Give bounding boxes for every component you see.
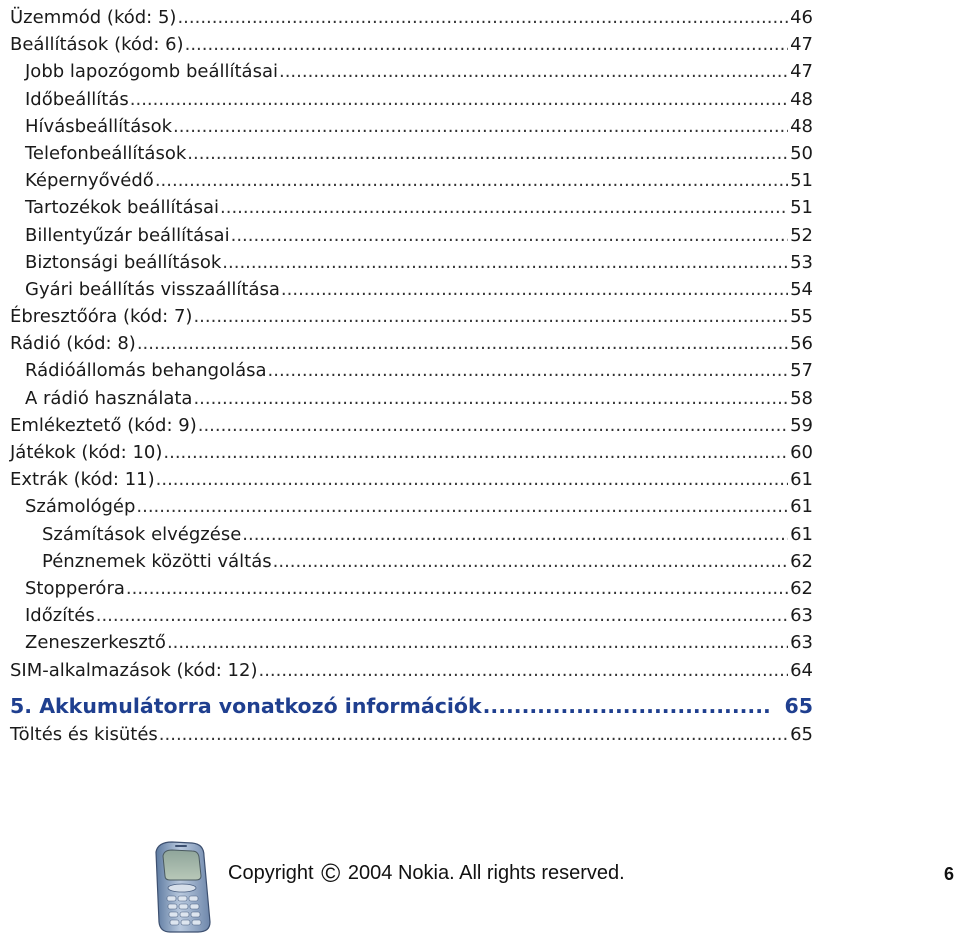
toc-entry-title: Ébresztőóra (kód: 7) [10,306,193,328]
toc-entry-page-number: 56 [790,333,813,355]
dot-leader [187,140,788,167]
dot-leader [177,4,788,31]
toc-entry-page-number: 61 [790,496,813,518]
copyright-suffix: 2004 Nokia. All rights reserved. [347,862,625,884]
toc-entry[interactable] [10,140,813,167]
toc-entry-page-number: 58 [790,387,813,409]
toc-entry-title: Képernyővédő [25,170,154,192]
chapter-title: 5. Akkumulátorra vonatkozó információk [10,693,482,718]
toc-entry-page-number: 57 [790,360,813,382]
dot-leader [483,691,771,721]
dot-leader [198,412,788,439]
toc-entry-title: Tartozékok beállításai [25,197,220,219]
toc-entry-title: Emlékeztető (kód: 9) [10,414,197,436]
toc-entry[interactable] [10,167,813,194]
toc-entry-page-number: 63 [790,632,813,654]
toc-entry[interactable] [10,357,813,384]
toc-entry-page-number: 62 [790,577,813,599]
toc-entry[interactable] [10,4,813,31]
dot-leader [173,113,788,140]
chapter-page-number: 65 [784,693,813,718]
toc-entry-title: Időbeállítás [25,88,129,110]
toc-entry-page-number: 48 [790,115,813,137]
copyright-prefix: Copyright [228,862,314,884]
copyright-symbol: © [321,858,341,888]
toc-entry-page-number: 65 [790,723,813,745]
toc-entry-page-number: 54 [790,278,813,300]
toc-entry[interactable] [10,249,813,276]
dot-leader [281,276,788,303]
page-number: 6 [943,864,954,884]
toc-entry[interactable] [10,629,813,656]
toc-entry-title: Beállítások (kód: 6) [10,34,184,56]
toc-entry-page-number: 64 [790,659,813,681]
table-of-contents [10,4,813,748]
toc-entry[interactable] [10,657,813,684]
dot-leader [136,493,788,520]
toc-entry-title: Töltés és kisütés [10,723,158,745]
toc-entry-title: Pénznemek közötti váltás [42,550,272,572]
toc-entry[interactable] [10,58,813,85]
toc-entry-page-number: 51 [790,170,813,192]
toc-entry[interactable] [10,303,813,330]
toc-entry-title: Rádió (kód: 8) [10,333,136,355]
toc-entry-title: Gyári beállítás visszaállítása [25,278,280,300]
dot-leader [185,31,789,58]
dot-leader [242,521,788,548]
toc-entry-title: Üzemmód (kód: 5) [10,7,177,28]
dot-leader [163,439,788,466]
toc-entry-title: Biztonsági beállítások [25,251,222,273]
toc-entry[interactable] [10,86,813,113]
toc-entry[interactable] [10,412,813,439]
toc-entry[interactable] [10,385,813,412]
toc-entry-page-number: 50 [790,142,813,164]
toc-entry-title: Zeneszerkesztő [25,632,166,654]
toc-entry[interactable] [10,222,813,249]
toc-entry-page-number: 55 [790,306,813,328]
page-footer [0,838,960,933]
toc-entry[interactable] [10,194,813,221]
toc-entry-title: Játékok (kód: 10) [10,442,163,463]
toc-entry[interactable] [10,330,813,357]
dot-leader [268,357,789,384]
toc-entry[interactable] [10,521,813,548]
toc-entry-title: Extrák (kód: 11) [10,469,155,491]
toc-entry-page-number: 47 [790,61,813,83]
chapter-heading[interactable] [10,691,813,721]
dot-leader [231,222,789,249]
toc-entry-page-number: 46 [790,7,813,28]
toc-entries-after-chapter [10,721,813,748]
toc-entry-page-number: 61 [790,523,813,545]
toc-entry[interactable] [10,575,813,602]
copyright-notice [228,858,625,888]
dot-leader [258,657,788,684]
toc-entry-title: Számítások elvégzése [42,523,242,545]
toc-entry[interactable] [10,721,813,748]
toc-entry[interactable] [10,466,813,493]
dot-leader [130,86,788,113]
toc-entry-title: Rádióállomás behangolása [25,360,267,382]
dot-leader [222,249,788,276]
toc-entry[interactable] [10,31,813,58]
toc-entry-title: Jobb lapozógomb beállításai [25,61,278,83]
toc-entry-title: Időzítés [25,605,95,627]
toc-entry[interactable] [10,602,813,629]
dot-leader [96,602,788,629]
dot-leader [159,721,788,748]
dot-leader [193,303,788,330]
dot-leader [220,194,788,221]
toc-entry-title: Stopperóra [25,577,125,599]
toc-entry-page-number: 62 [790,550,813,572]
toc-entry-title: A rádió használata [25,387,193,409]
toc-entry-page-number: 63 [790,605,813,627]
dot-leader [273,548,788,575]
toc-entry-page-number: 60 [790,442,813,463]
nokia-phone-image [148,840,216,934]
toc-entry[interactable] [10,439,813,466]
toc-entry-title: Billentyűzár beállításai [25,224,230,246]
dot-leader [279,58,788,85]
dot-leader [193,385,788,412]
toc-entry-page-number: 52 [790,224,813,246]
dot-leader [167,629,788,656]
toc-entry-page-number: 59 [790,414,813,436]
toc-entry-title: Hívásbeállítások [25,115,173,137]
toc-entry-title: Telefonbeállítások [25,142,187,164]
dot-leader [137,330,788,357]
toc-entry-page-number: 48 [790,88,813,110]
toc-entries [10,4,813,684]
toc-entry-title: Számológép [25,496,136,518]
toc-entry[interactable] [10,493,813,520]
toc-entry-page-number: 51 [790,197,813,219]
dot-leader [126,575,788,602]
dot-leader [156,466,788,493]
toc-entry-page-number: 53 [790,251,813,273]
toc-entry[interactable] [10,113,813,140]
toc-entry-title: SIM-alkalmazások (kód: 12) [10,659,258,681]
toc-entry[interactable] [10,548,813,575]
toc-entry-page-number: 47 [790,34,813,56]
toc-entry[interactable] [10,276,813,303]
toc-entry-page-number: 61 [790,469,813,491]
dot-leader [155,167,788,194]
